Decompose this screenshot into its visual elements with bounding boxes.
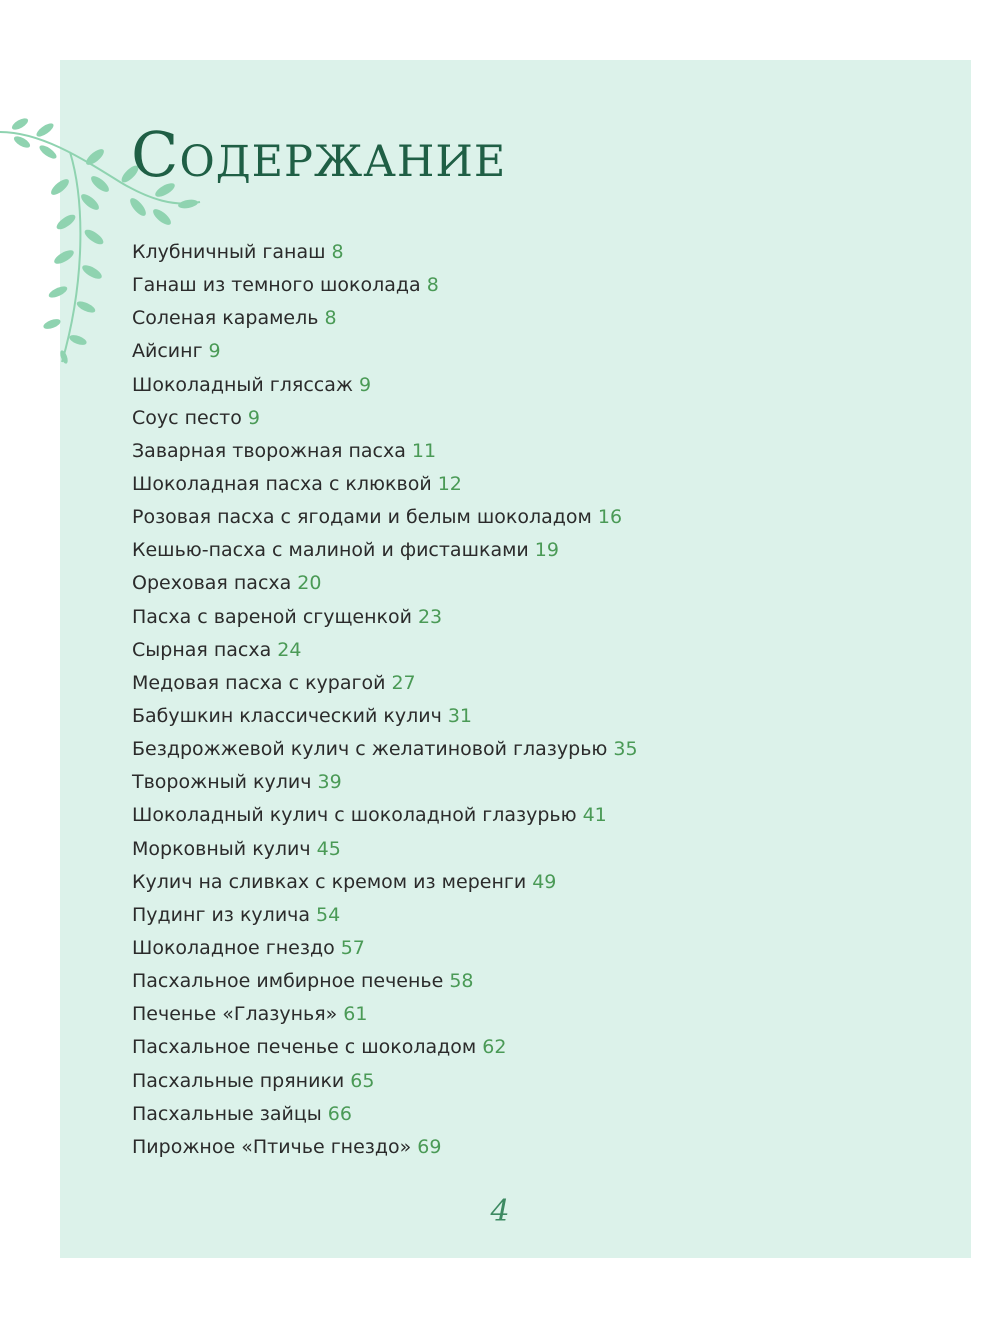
toc-entry-title: Шоколадный глясcаж	[132, 373, 353, 396]
toc-entry-title: Бездрожжевой кулич с желатиновой глазурью	[132, 738, 608, 761]
toc-entry-title: Творожный кулич	[132, 771, 312, 794]
toc-entry-page: 41	[582, 804, 607, 827]
page-number: 4	[490, 1194, 510, 1229]
toc-entry-page: 27	[391, 671, 416, 694]
toc-entry[interactable]	[132, 1098, 638, 1131]
toc-entry[interactable]	[132, 402, 638, 435]
toc-entry-page: 45	[316, 837, 341, 860]
page-title: Содержание	[131, 118, 507, 191]
toc-entry-page: 20	[297, 572, 322, 595]
toc-entry-page: 8	[426, 274, 439, 297]
toc-entry[interactable]	[132, 932, 638, 965]
toc-entry-title: Клубничный ганаш	[132, 241, 326, 263]
toc-entry[interactable]	[132, 1031, 638, 1064]
toc-entry-title: Соленая карамель	[132, 307, 319, 330]
toc-entry[interactable]	[132, 269, 638, 302]
toc-entry-page: 8	[324, 307, 337, 330]
toc-entry[interactable]	[132, 567, 638, 600]
toc-entry-page: 49	[532, 870, 557, 893]
toc-entry-page: 39	[317, 771, 342, 794]
toc-entry-title: Заварная творожная пасха	[132, 439, 406, 462]
toc-entry-title: Айсинг	[132, 340, 203, 363]
toc-entry[interactable]	[132, 799, 638, 832]
toc-entry-title: Ганаш из темного шоколада	[132, 274, 421, 297]
toc-entry-title: Морковный кулич	[132, 837, 311, 860]
toc-entry-page: 19	[534, 539, 559, 562]
toc-entry[interactable]	[132, 899, 638, 932]
toc-entry-page: 54	[316, 903, 341, 926]
toc-entry-title: Розовая пасха с ягодами и белым шоколадом	[132, 506, 592, 529]
toc-entry-page: 57	[340, 936, 365, 959]
toc-entry-page: 9	[208, 340, 221, 363]
toc-entry-title: Кулич на сливках с кремом из меренги	[132, 870, 527, 893]
toc-entry[interactable]	[132, 369, 638, 402]
toc-entry-title: Пирожное «Птичье гнездо»	[132, 1135, 412, 1158]
toc-entry-title: Шоколадное гнездо	[132, 936, 335, 959]
toc-entry-title: Шоколадная пасха с клюквой	[132, 472, 432, 495]
toc-entry-page: 16	[597, 506, 623, 529]
toc-entry[interactable]	[132, 302, 638, 335]
toc-entry[interactable]	[132, 335, 638, 368]
toc-entry-title: Медовая пасха с курагой	[132, 671, 386, 694]
toc-entry[interactable]	[132, 236, 638, 269]
toc-entry-title: Пасхальное имбирное печенье	[132, 970, 444, 993]
toc-entry-page: 11	[411, 439, 437, 462]
toc-entry-page: 66	[327, 1102, 352, 1125]
toc-entry-title: Пудинг из кулича	[132, 903, 311, 926]
toc-entry[interactable]	[132, 601, 638, 634]
toc-entry[interactable]	[132, 1131, 638, 1164]
toc-entry-title: Кешью-пасха с малиной и фисташками	[132, 539, 529, 562]
toc-entry-page: 35	[613, 738, 638, 761]
toc-entry-title: Пасха с вареной сгущенкой	[132, 605, 412, 628]
toc-entry-title: Бабушкин классический кулич	[132, 704, 442, 727]
toc-entry[interactable]	[132, 700, 638, 733]
toc-entry-page: 61	[343, 1003, 368, 1026]
toc-entry[interactable]	[132, 435, 638, 468]
toc-entry[interactable]	[132, 501, 638, 534]
toc-entry[interactable]	[132, 468, 638, 501]
toc-entry-title: Печенье «Глазунья»	[132, 1003, 338, 1026]
toc-entry-title: Шоколадный кулич с шоколадной глазурью	[132, 804, 577, 827]
toc-entry-page: 31	[447, 704, 473, 727]
toc-entry[interactable]	[132, 766, 638, 799]
toc-entry-page: 23	[417, 605, 443, 628]
toc-entry[interactable]	[132, 733, 638, 766]
table-of-contents	[132, 236, 638, 1164]
toc-entry-title: Пасхальные зайцы	[132, 1102, 322, 1125]
toc-entry-title: Пасхальные пряники	[132, 1069, 345, 1092]
toc-entry-page: 12	[437, 472, 462, 495]
toc-entry-page: 69	[417, 1135, 442, 1158]
toc-entry-title: Соус песто	[132, 406, 242, 429]
toc-entry[interactable]	[132, 634, 638, 667]
toc-entry-page: 24	[277, 638, 302, 661]
toc-entry-page: 8	[331, 241, 344, 263]
toc-entry-page: 58	[449, 970, 474, 993]
toc-entry[interactable]	[132, 534, 638, 567]
toc-entry-page: 9	[359, 373, 372, 396]
toc-entry-page: 9	[247, 406, 260, 429]
toc-entry[interactable]	[132, 998, 638, 1031]
toc-entry[interactable]	[132, 1065, 638, 1098]
toc-entry[interactable]	[132, 965, 638, 998]
toc-entry[interactable]	[132, 667, 638, 700]
toc-entry[interactable]	[132, 833, 638, 866]
toc-entry-title: Пасхальное печенье с шоколадом	[132, 1036, 477, 1059]
toc-entry-page: 62	[482, 1036, 507, 1059]
toc-entry-title: Сырная пасха	[132, 638, 272, 661]
toc-entry-page: 65	[350, 1069, 375, 1092]
toc-entry-title: Ореховая пасха	[132, 572, 292, 595]
toc-entry[interactable]	[132, 866, 638, 899]
